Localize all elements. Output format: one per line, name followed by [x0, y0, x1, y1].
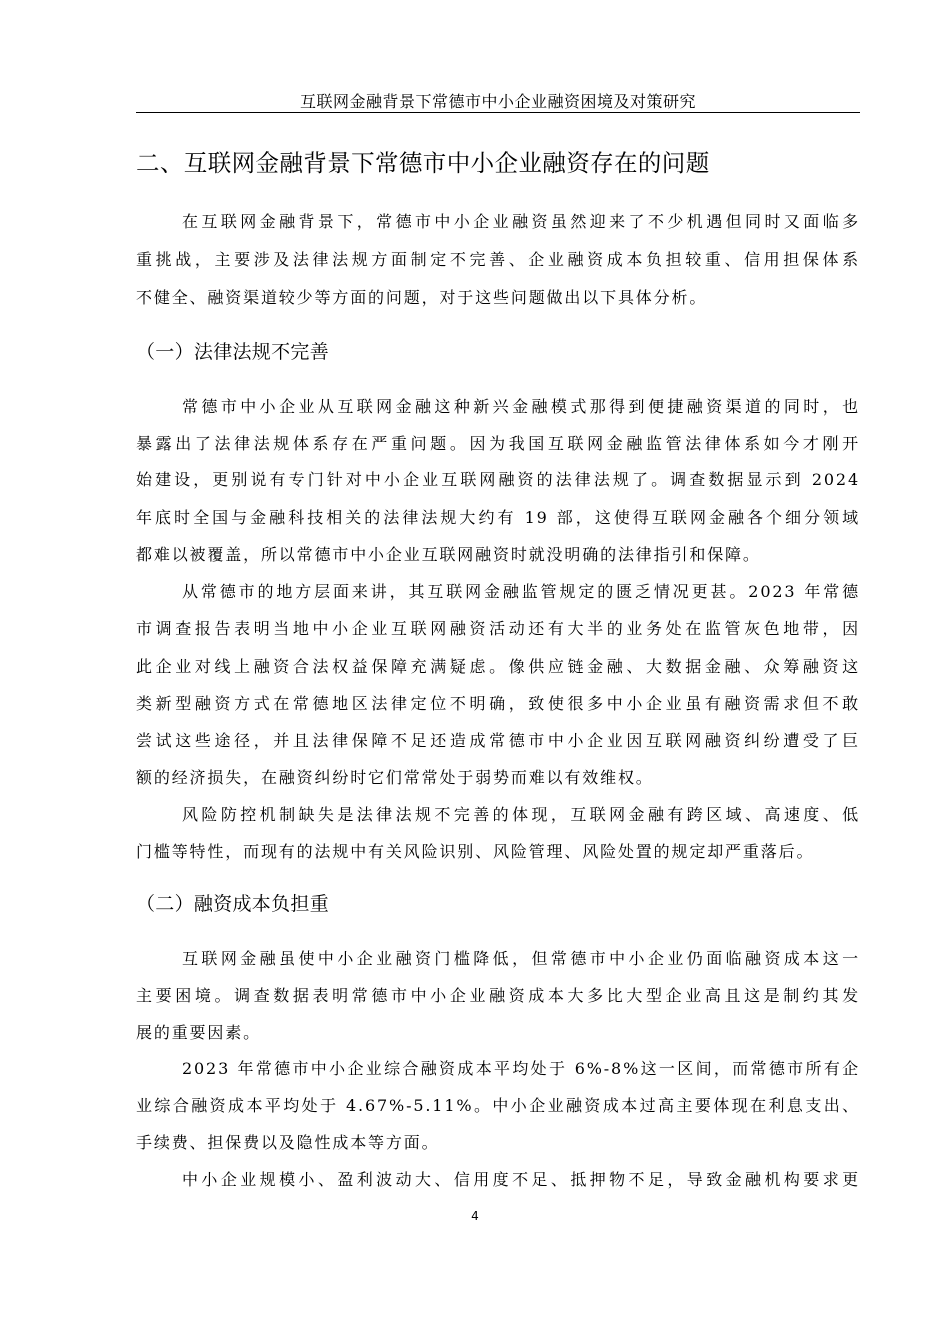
- paragraph-line: 风险防控机制缺失是法律法规不完善的体现，互联网金融有跨区域、高速度、低: [182, 805, 860, 824]
- section-title: 二、互联网金融背景下常德市中小企业融资存在的问题: [136, 149, 710, 177]
- paragraph-line: 主要困境。调查数据表明常德市中小企业融资成本大多比大型企业高且这是制约其发: [136, 986, 860, 1005]
- paragraph-line: 类新型融资方式在常德地区法律定位不明确，致使很多中小企业虽有融资需求但不敢: [136, 694, 860, 713]
- subsection-title: （一）法律法规不完善: [136, 341, 330, 363]
- paragraph-line: 业综合融资成本平均处于 4.67%-5.11%。中小企业融资成本过高主要体现在利息支出、: [136, 1096, 860, 1115]
- running-header: 互联网金融背景下常德市中小企业融资困境及对策研究: [299, 92, 696, 111]
- paragraph-line: 此企业对线上融资合法权益保障充满疑虑。像供应链金融、大数据金融、众筹融资这: [136, 657, 860, 676]
- paragraph-line: 互联网金融虽使中小企业融资门槛降低，但常德市中小企业仍面临融资成本这一: [182, 949, 860, 968]
- page-number: 4: [471, 1209, 479, 1223]
- paragraph-line: 展的重要因素。: [136, 1023, 261, 1042]
- paragraph-line: 都难以被覆盖，所以常德市中小企业互联网融资时就没明确的法律指引和保障。: [136, 545, 761, 564]
- paragraph-line: 年底时全国与金融科技相关的法律法规大约有 19 部，这使得互联网金融各个细分领域: [136, 508, 860, 527]
- paragraph-line: 手续费、担保费以及隐性成本等方面。: [136, 1133, 440, 1152]
- paragraph-line: 尝试这些途径，并且法律保障不足还造成常德市中小企业因互联网融资纠纷遭受了巨: [136, 731, 860, 750]
- paragraph-line: 2023 年常德市中小企业综合融资成本平均处于 6%-8%这一区间，而常德市所有企: [182, 1059, 860, 1078]
- paragraph-line: 额的经济损失，在融资纠纷时它们常常处于弱势而难以有效维权。: [136, 768, 654, 787]
- paragraph-line: 重挑战，主要涉及法律法规方面制定不完善、企业融资成本负担较重、信用担保体系: [136, 250, 860, 269]
- paragraph-line: 市调查报告表明当地中小企业互联网融资活动还有大半的业务处在监管灰色地带，因: [136, 619, 860, 638]
- paragraph-line: 门槛等特性，而现有的法规中有关风险识别、风险管理、风险处置的规定却严重落后。: [136, 842, 815, 861]
- paragraph-line: 始建设，更别说有专门针对中小企业互联网融资的法律法规了。调查数据显示到 2024: [136, 470, 860, 489]
- paragraph-line: 常德市中小企业从互联网金融这种新兴金融模式那得到便捷融资渠道的同时，也: [182, 397, 860, 416]
- header-rule: [136, 112, 860, 113]
- paragraph-line: 不健全、融资渠道较少等方面的问题，对于这些问题做出以下具体分析。: [136, 288, 708, 307]
- paragraph-line: 在互联网金融背景下，常德市中小企业融资虽然迎来了不少机遇但同时又面临多: [182, 212, 860, 231]
- paragraph-line: 中小企业规模小、盈利波动大、信用度不足、抵押物不足，导致金融机构要求更: [182, 1170, 860, 1189]
- subsection-title: （二）融资成本负担重: [136, 893, 330, 915]
- paragraph-line: 暴露出了法律法规体系存在严重问题。因为我国互联网金融监管法律体系如今才刚开: [136, 434, 860, 453]
- paragraph-line: 从常德市的地方层面来讲，其互联网金融监管规定的匮乏情况更甚。2023 年常德: [182, 582, 860, 601]
